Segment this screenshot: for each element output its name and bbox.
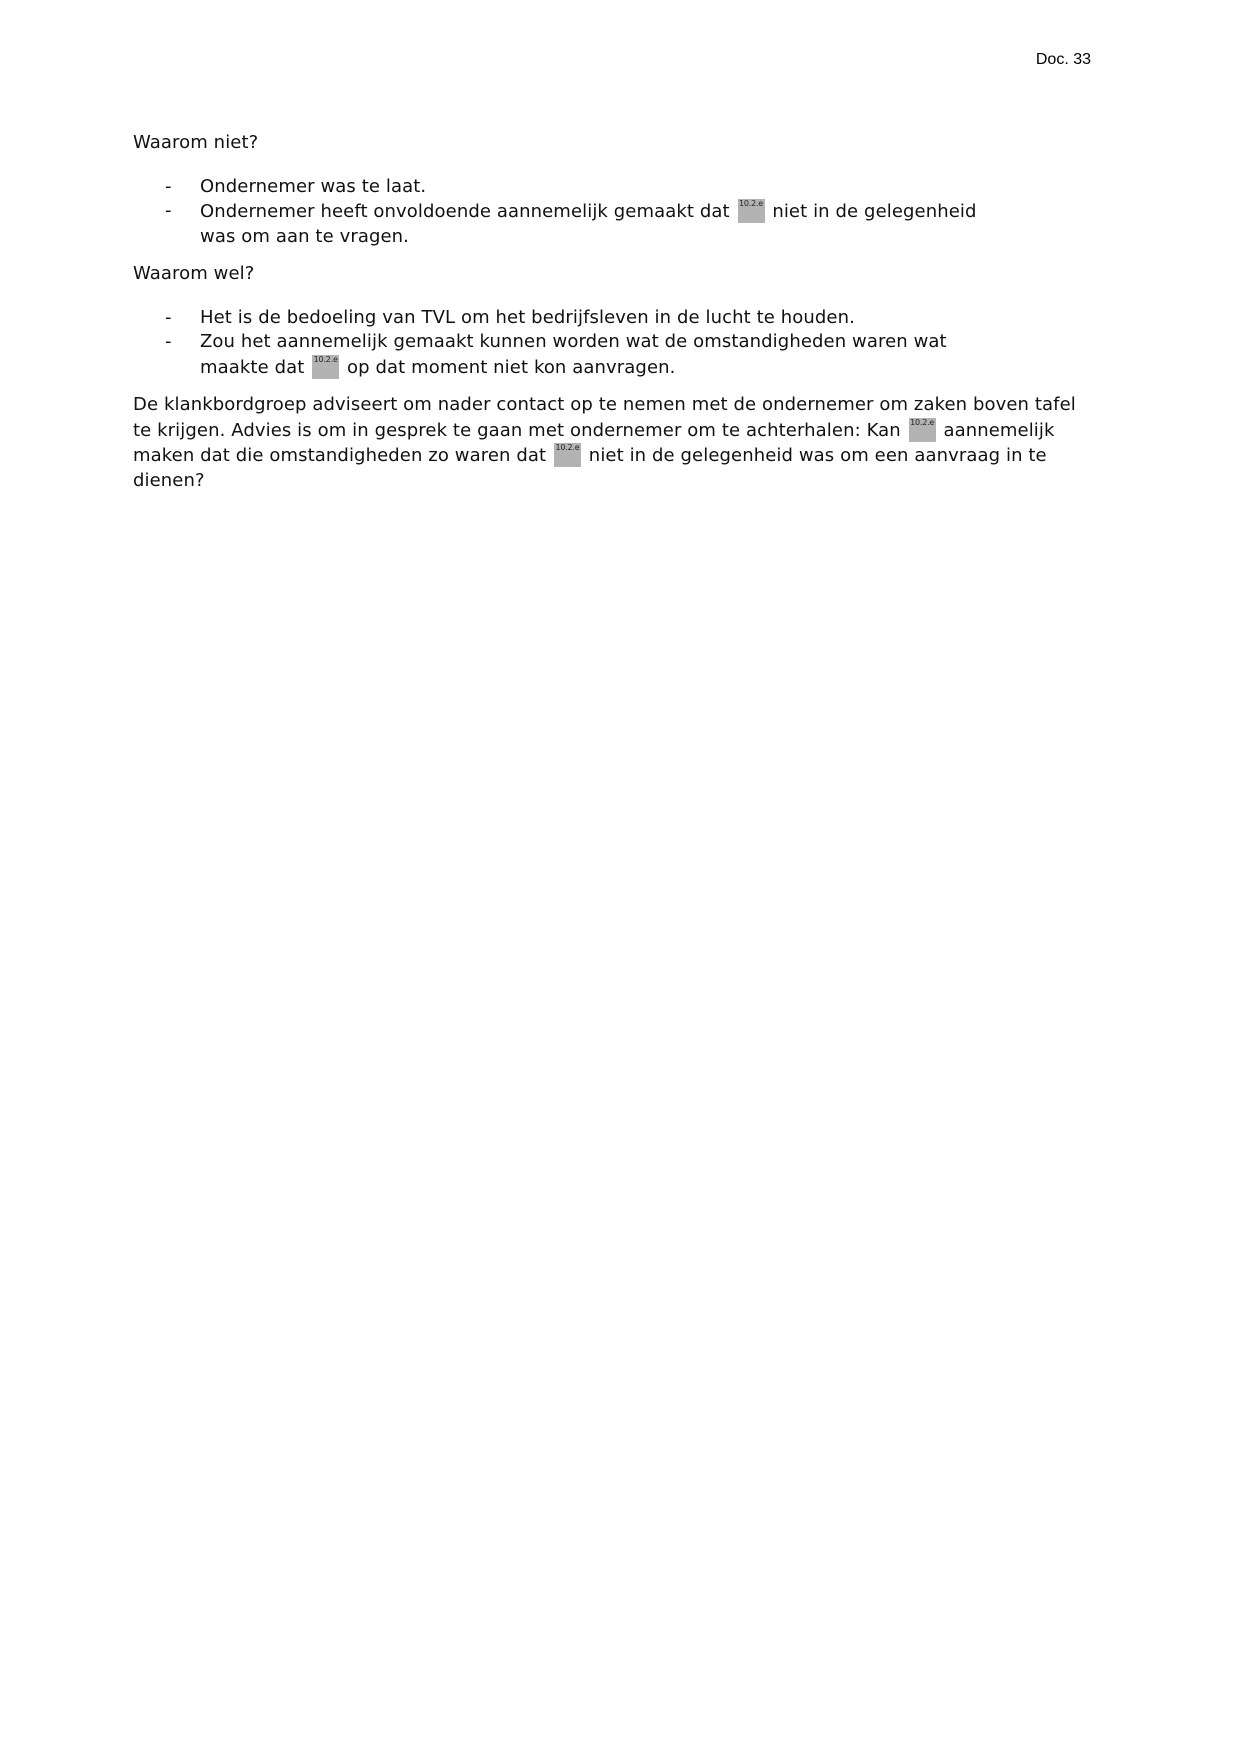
- bullet-dash-icon: -: [165, 331, 172, 352]
- section-heading: Waarom wel?: [133, 263, 255, 284]
- sections: [133, 131, 1091, 380]
- list-item: [165, 306, 1001, 331]
- text-run: niet in de gelegenheid was om een aanvraag in te dienen?: [133, 445, 1047, 491]
- list-item: [165, 330, 1001, 380]
- doc-number: Doc. 33: [1035, 51, 1091, 68]
- section-heading: Waarom niet?: [133, 132, 259, 153]
- redaction-box: 10.2.e: [554, 443, 581, 467]
- document-body: [133, 131, 1091, 493]
- text-run: Zou het aannemelijk gemaakt kunnen worden wat de omstandigheden waren wat maakte dat: [200, 331, 947, 378]
- bullet-dash-icon: -: [165, 175, 172, 197]
- bullet-dash-icon: -: [165, 200, 172, 221]
- text-run: Het is de bedoeling van TVL om het bedrijfsleven in de lucht te houden.: [200, 306, 855, 328]
- redaction-box: 10.2.e: [738, 199, 765, 223]
- text-run: aannemelijk maken dat die omstandigheden zo waren dat: [133, 419, 1055, 466]
- text-run: Ondernemer was te laat.: [200, 175, 427, 197]
- text-run: niet in de gelegenheid was om aan te vragen.: [200, 201, 977, 247]
- bullet-dash-icon: -: [165, 306, 172, 328]
- bullet-list: [133, 175, 1091, 250]
- list-item: [165, 199, 1001, 249]
- text-run: De klankbordgroep adviseert om nader contact op te nemen met de ondernemer om zaken boven tafel te krijgen. Advies is om in gesprek te gaan met ondernemer om te achterhalen: Kan: [133, 394, 1076, 441]
- text-run: Ondernemer heeft onvoldoende aannemelijk gemaakt dat: [200, 201, 736, 222]
- closing-paragraph: [133, 393, 1091, 493]
- text-run: op dat moment niet kon aanvragen.: [341, 356, 676, 378]
- bullet-list: [133, 306, 1091, 381]
- list-item: [165, 175, 1001, 200]
- redaction-box: 10.2.e: [909, 418, 936, 442]
- redaction-box: 10.2.e: [312, 355, 339, 379]
